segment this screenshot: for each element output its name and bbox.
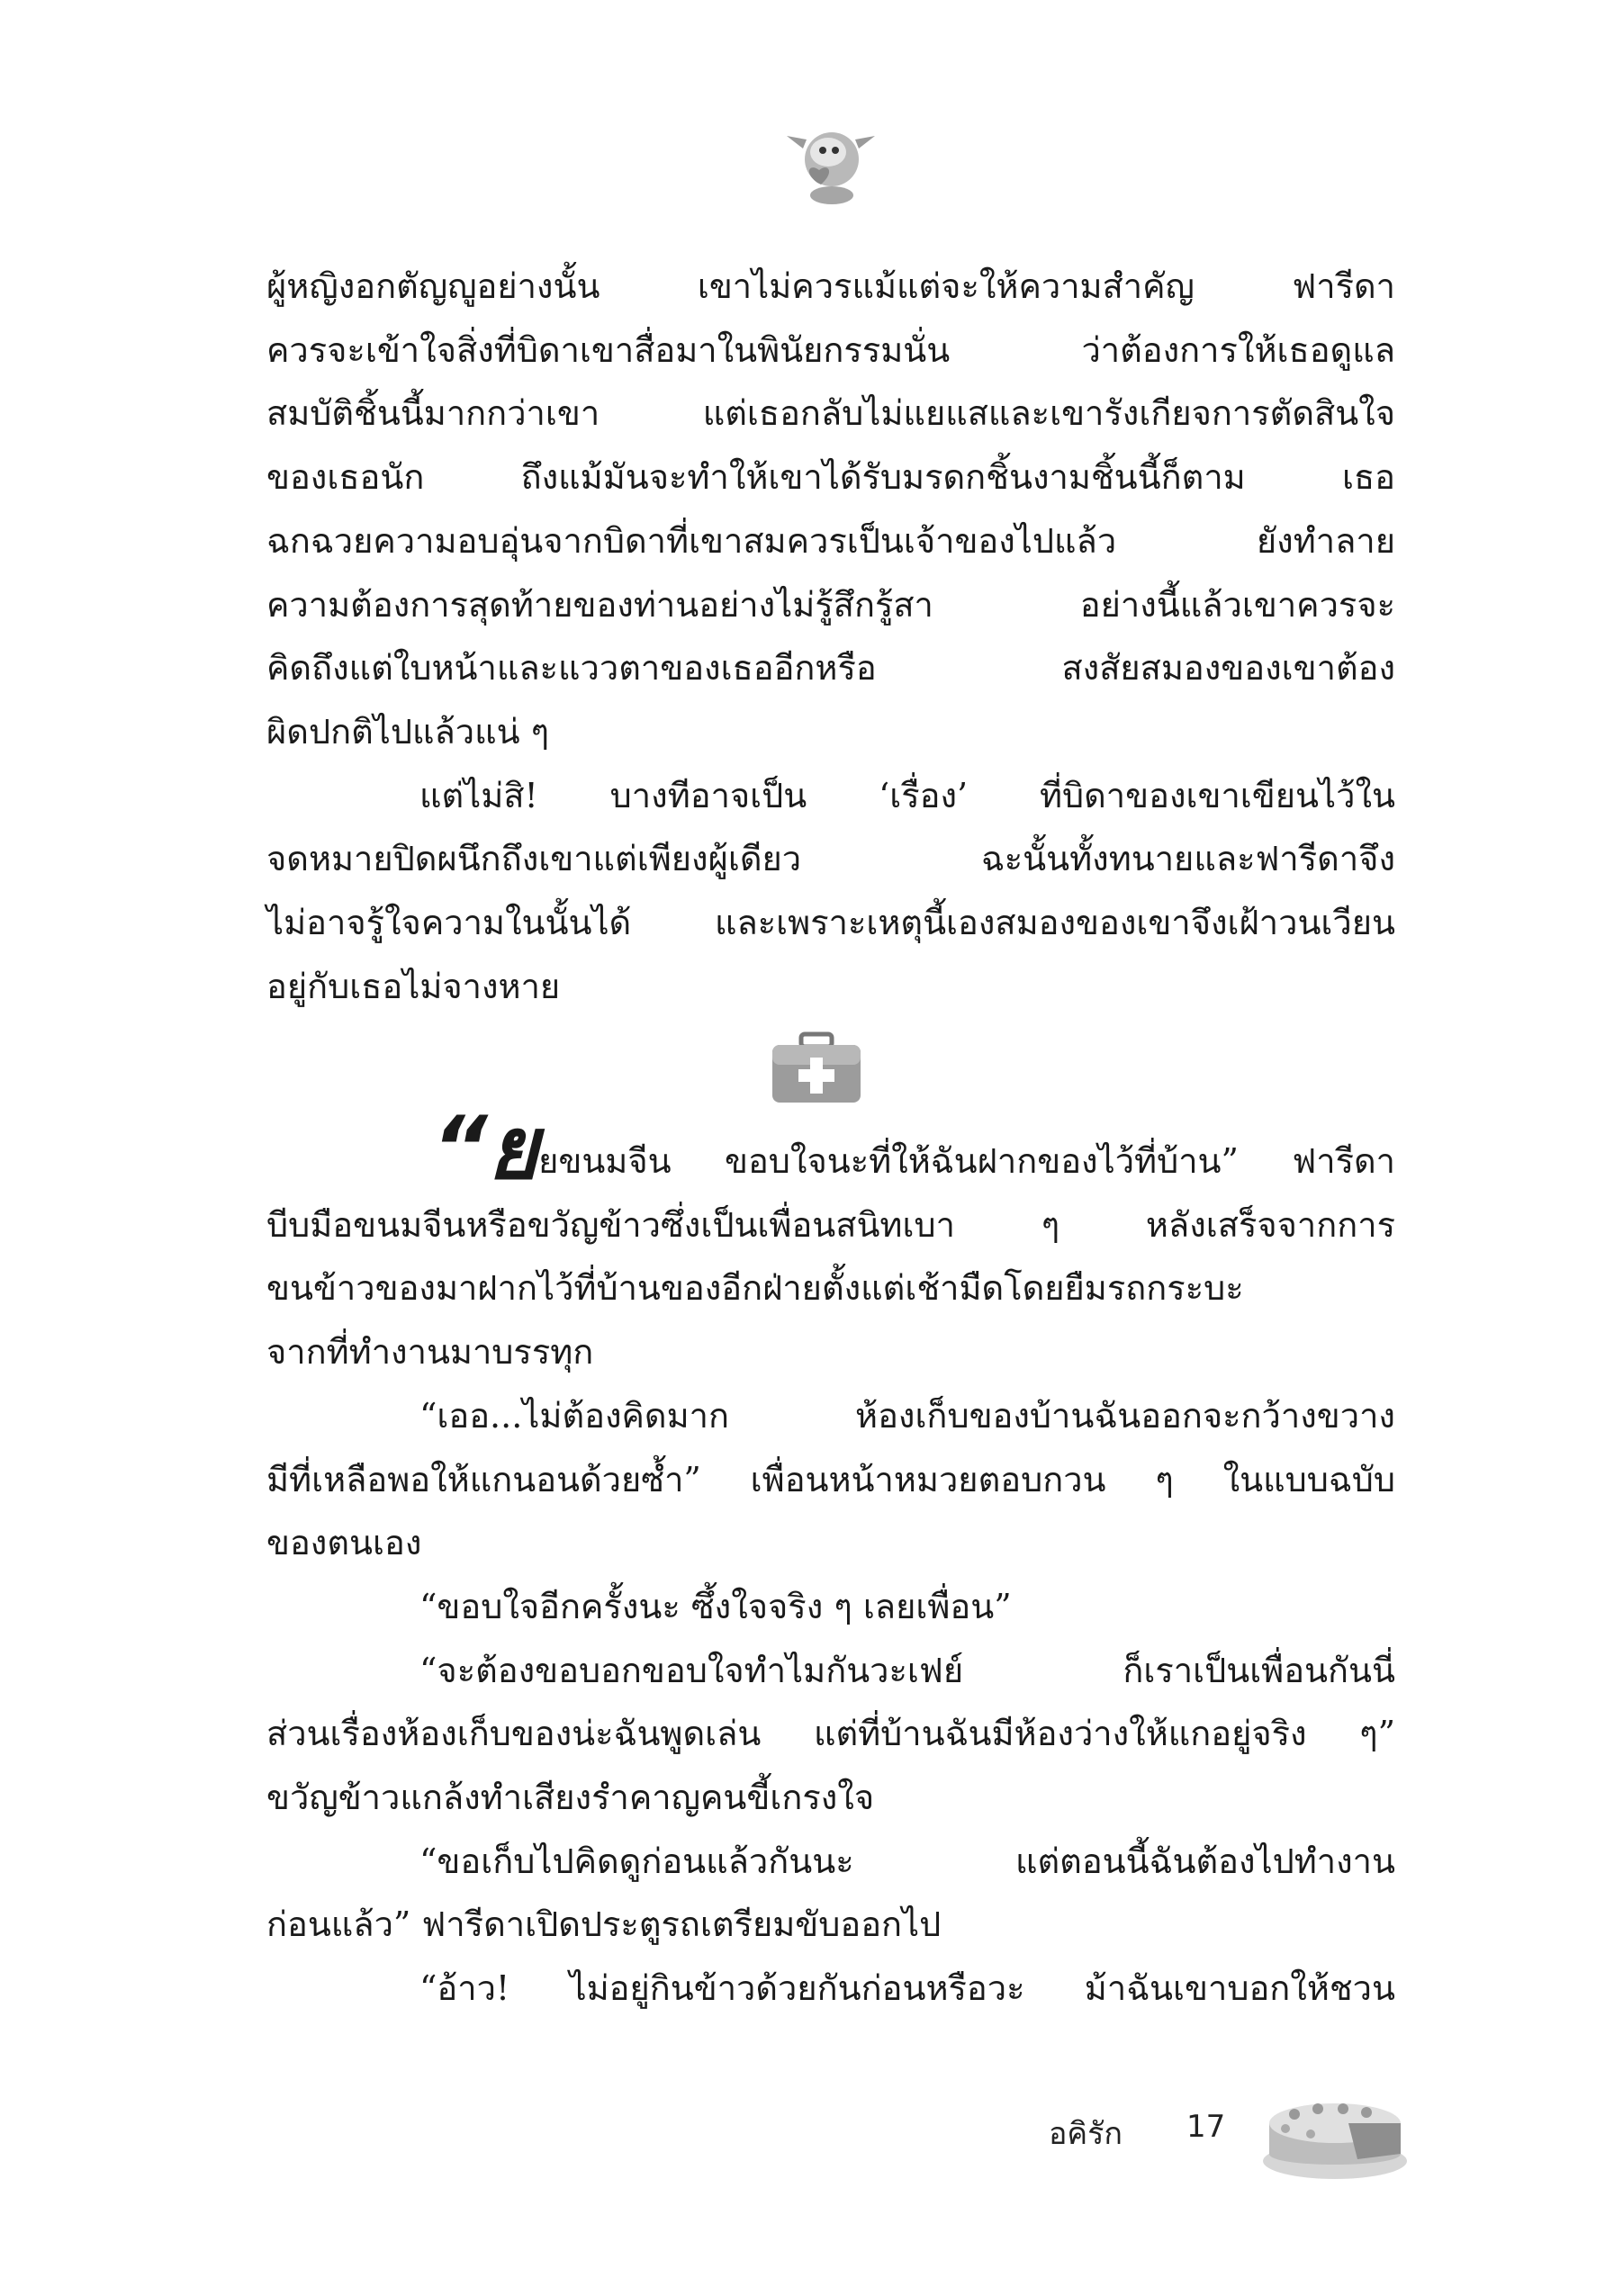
text-line: แต่ไม่สิ! บางทีอาจเป็น ‘เรื่อง’ ที่บิดาของเขาเขียนไว้ใน bbox=[419, 775, 1395, 815]
text-line: สมบัติชิ้นนี้มากกว่าเขา แต่เธอกลับไม่แยแสและเขารังเกียจการตัดสินใจ bbox=[266, 393, 1395, 434]
dropcap-line bbox=[266, 1098, 1395, 1199]
text-line: บีบมือขนมจีนหรือขวัญข้าวซึ่งเป็นเพื่อนสนิทเบา ๆ หลังเสร็จจากการ bbox=[266, 1204, 1395, 1245]
text-line: จากที่ทำงานมาบรรทุก bbox=[266, 1332, 594, 1373]
text-line: ของตนเอง bbox=[266, 1523, 422, 1563]
dragon-heart-icon bbox=[776, 113, 884, 212]
page-number: 17 bbox=[1186, 2109, 1226, 2145]
cake-icon bbox=[1258, 2084, 1411, 2183]
text-line: ผู้หญิงอกตัญญูอย่างนั้น เขาไม่ควรแม้แต่จะให้ความสำคัญ ฟารีดา bbox=[266, 266, 1395, 306]
text-line: ขนข้าวของมาฝากไว้ที่บ้านของอีกฝ่ายตั้งแต่เช้ามืดโดยยืมรถกระบะ bbox=[266, 1268, 1244, 1309]
text-block-1 bbox=[266, 255, 1395, 1018]
text-line: ควรจะเข้าใจสิ่งที่บิดาเขาสื่อมาในพินัยกรรมนั่น ว่าต้องการให้เธอดูแล bbox=[266, 329, 1395, 370]
text-line: ของเธอนัก ถึงแม้มันจะทำให้เขาได้รับมรดกชิ้นงามชิ้นนี้ก็ตาม เธอ bbox=[266, 457, 1395, 498]
text-line: ส่วนเรื่องห้องเก็บของน่ะฉันพูดเล่น แต่ที่บ้านฉันมีห้องว่างให้แกอยู่จริง ๆ” bbox=[266, 1714, 1395, 1754]
text-line: “เออ...ไม่ต้องคิดมาก ห้องเก็บของบ้านฉันออกจะกว้างขวาง bbox=[419, 1395, 1395, 1436]
text-line: จดหมายปิดผนึกถึงเขาแต่เพียงผู้เดียว ฉะนั้นทั้งทนายและฟารีดาจึง bbox=[266, 839, 1395, 879]
first-aid-kit-icon bbox=[767, 1031, 866, 1107]
text-line: “จะต้องขอบอกขอบใจทำไมกันวะเฟย์ ก็เราเป็นเพื่อนกันนี่ bbox=[419, 1650, 1395, 1690]
text-line: “อ้าว! ไม่อยู่กินข้าวด้วยกันก่อนหรือวะ ม้าฉันเขาบอกให้ชวน bbox=[419, 1968, 1395, 2009]
text-line: ความต้องการสุดท้ายของท่านอย่างไม่รู้สึกรู้สา อย่างนี้แล้วเขาควรจะ bbox=[266, 584, 1395, 625]
text-line: ไม่อาจรู้ใจความในนั้นได้ และเพราะเหตุนี้เองสมองของเขาจึงเฝ้าวนเวียน bbox=[266, 903, 1395, 943]
dropcap-rest: ยขนมจีน ขอบใจนะที่ให้ฉันฝากของไว้ที่บ้าน” ฟารีดา bbox=[538, 1141, 1395, 1181]
text-line: คิดถึงแต่ใบหน้าและแววตาของเธออีกหรือ สงสัยสมองของเขาต้อง bbox=[266, 648, 1395, 689]
text-line: “ขอบใจอีกครั้งนะ ซึ้งใจจริง ๆ เลยเพื่อน” bbox=[419, 1586, 1012, 1626]
footer-book-title: อคิรัก bbox=[1049, 2116, 1123, 2152]
text-line: ผิดปกติไปแล้วแน่ ๆ bbox=[266, 711, 550, 752]
text-line: ขวัญข้าวแกล้งทำเสียงรำคาญคนขี้เกรงใจ bbox=[266, 1778, 875, 1818]
text-line: ก่อนแล้ว” ฟารีดาเปิดประตูรถเตรียมขับออกไป bbox=[266, 1904, 942, 1945]
text-block-2 bbox=[266, 1100, 1395, 2021]
drop-cap: “ย bbox=[432, 1098, 539, 1199]
text-line: “ขอเก็บไปคิดดูก่อนแล้วกันนะ แต่ตอนนี้ฉันต้องไปทำงาน bbox=[419, 1841, 1395, 1881]
text-line: ฉกฉวยความอบอุ่นจากบิดาที่เขาสมควรเป็นเจ้าของไปแล้ว ยังทำลาย bbox=[266, 520, 1395, 561]
text-line: มีที่เหลือพอให้แกนอนด้วยซ้ำ” เพื่อนหน้าหมวยตอบกวน ๆ ในแบบฉบับ bbox=[266, 1459, 1395, 1499]
text-line: อยู่กับเธอไม่จางหาย bbox=[266, 966, 561, 1006]
